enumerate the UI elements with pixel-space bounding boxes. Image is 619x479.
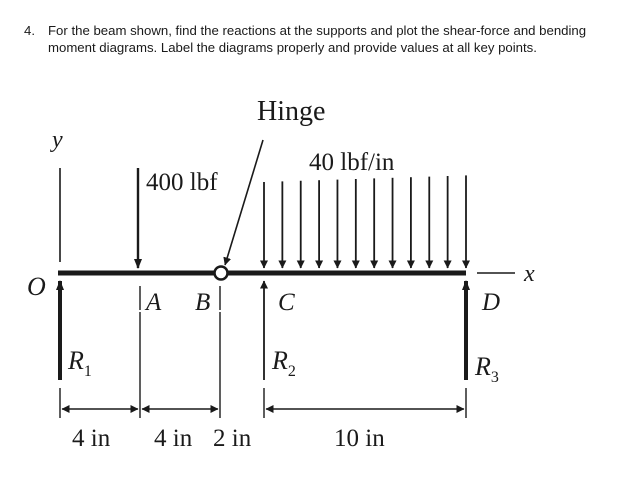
dim-label-oa: 4 in	[72, 425, 111, 452]
point-b-label: B	[195, 289, 211, 316]
origin-label: O	[27, 272, 46, 301]
point-a-label: A	[146, 289, 162, 316]
dim-label-bc: 2 in	[213, 425, 252, 452]
reaction-r2-label: $R_2$	[272, 346, 296, 380]
x-axis-label: x	[524, 261, 535, 287]
hinge-circle	[215, 267, 228, 280]
y-axis-label: y	[52, 127, 63, 153]
point-d-label: D	[482, 289, 501, 316]
reaction-r1-label: $R_1$	[68, 346, 92, 380]
distributed-load-label: 40 lbf/in	[309, 149, 395, 176]
reaction-r3-label: $R_3$	[475, 352, 499, 386]
distributed-load-arrows	[264, 175, 466, 268]
point-load-label: 400 lbf	[146, 169, 218, 196]
point-c-label: C	[278, 289, 295, 316]
dim-label-ab: 4 in	[154, 425, 193, 452]
problem-text: For the beam shown, find the reactions at the supports and plot the shear-force and bending moment diagrams. Label the diagrams properly and provide values at all key points.	[48, 23, 587, 55]
hinge-label: Hinge	[257, 96, 326, 127]
problem-number: 4.	[24, 23, 35, 38]
dim-label-cd: 10 in	[334, 425, 385, 452]
hinge-leader-arrow	[225, 140, 263, 265]
